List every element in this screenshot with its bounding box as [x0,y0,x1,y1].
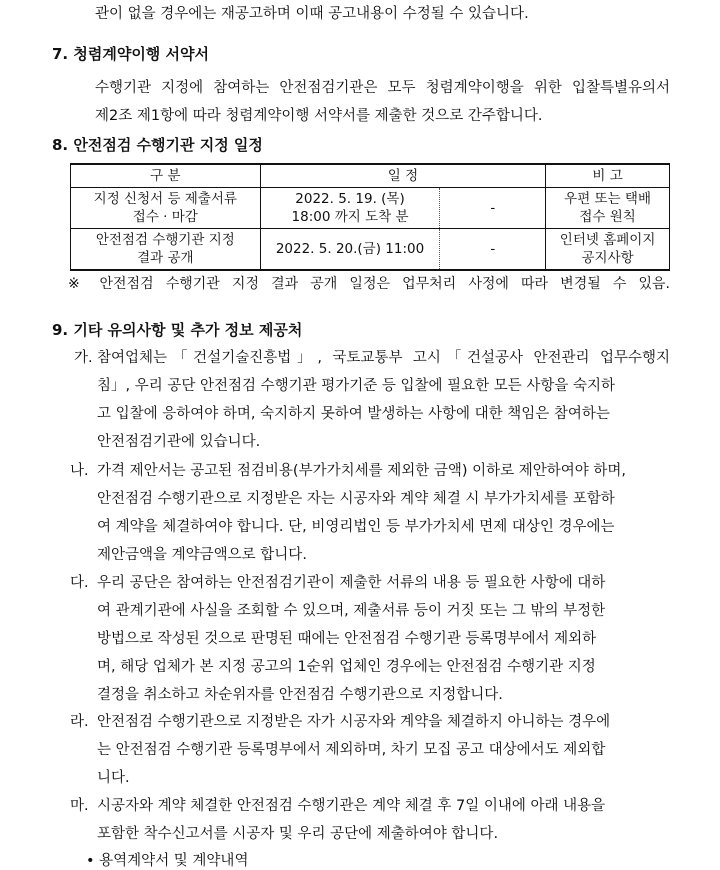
row-schedule: 2022. 5. 20.(금) 11:00 [260,229,440,271]
item-ra-body: 안전점검 수행기관으로 지정받은 자가 시공자와 계약을 체결하지 아니하는 경우에 는 안전점검 수행기관 등록명부에서 제외하며, 차기 모집 공고 대상에서도 제외합 니다. [97,714,611,786]
item-marker: 마. [70,798,89,814]
row-category: 지정 신청서 등 제출서류 접수 · 마감 [71,188,261,229]
row-note: 인터넷 홈페이지 공지사항 [546,229,670,271]
row-note: 우편 또는 택배 접수 원칙 [546,188,670,229]
header-schedule: 일 정 [260,164,546,188]
table-row [71,229,670,271]
section7-title: 7. 청렴계약이행 서약서 [52,45,209,63]
item-marker: 가. [74,350,93,366]
row-dash: - [440,229,546,271]
item-ga-body: 참여업체는「건설기술진흥법」, 국토교통부 고시「건설공사 안전관리 업무수행지 침」, 우리 공단 안전점검 수행기관 평가기준 등 입찰에 필요한 모든 사항을 숙지하 고 입찰에 응하여야 하며, 숙지하지 못하여 발생하는 사항에 대한 책임은 참여하는 안전점검기관에 있습니다. [97,350,670,450]
intro-tail-text: 관이 없을 경우에는 재공고하며 이때 공고내용이 수정될 수 있습니다. [95,6,529,22]
row-dash: - [440,188,546,229]
bullet-item: • 용역계약서 및 계약내역 [86,853,249,869]
section7-body [95,74,670,130]
schedule-footnote: ※ 안전점검 수행기관 지정 결과 공개 일정은 업무처리 사정에 따라 변경될 수 있음. [68,276,670,292]
section8-title: 8. 안전점검 수행기관 지정 일정 [52,136,263,154]
section7-line: 제2조 제1항에 따라 청렴계약이행 서약서를 제출한 것으로 간주합니다. [95,108,543,124]
header-category: 구 분 [71,164,261,188]
item-da-body: 우리 공단은 참여하는 안전점검기관이 제출한 서류의 내용 등 필요한 사항에 대하 여 관계기관에 사실을 조회할 수 있으며, 제출서류 등이 거짓 또는 그 밖의 부정한 방법으로 작성된 것으로 판명된 때에는 안전점검 수행기관 등록명부에서 제외하 며, 해당 업체가 본 지정 공고의 1순위 업체인 경우에는 안전점검 수행기관 지정 결정을 취소하고 차순위자를 안전점검 수행기관으로 지정합니다. [97,575,606,703]
schedule-table [70,163,670,271]
row-category: 안전점검 수행기관 지정 결과 공개 [71,229,261,271]
item-na-body: 가격 제안서는 공고된 점검비용(부가가치세를 제외한 금액) 이하로 제안하여야 하며, 안전점검 수행기관으로 지정받은 자는 시공자와 계약 체결 시 부가가치세를 포함하 여 계약을 체결하여야 합니다. 단, 비영리법인 등 부가가치세 면제 대상인 경우에는 제안금액을 계약금액으로 합니다. [97,463,627,563]
header-note: 비 고 [546,164,670,188]
item-marker: 다. [70,575,89,591]
item-ma-body: 시공자와 계약 체결한 안전점검 수행기관은 계약 체결 후 7일 이내에 아래 내용을 포함한 착수신고서를 시공자 및 우리 공단에 제출하여야 합니다. [97,798,606,842]
table-row [71,188,670,229]
section7-line: 수행기관 지정에 참여하는 안전점검기관은 모두 청렴계약이행을 위한 입찰특별유의서 [95,80,670,96]
schedule-header-row [71,164,670,188]
row-schedule: 2022. 5. 19. (목) 18:00 까지 도착 분 [260,188,440,229]
section9-title: 9. 기타 유의사항 및 추가 정보 제공처 [52,321,303,339]
item-marker: 나. [70,463,89,479]
item-marker: 라. [70,714,89,730]
